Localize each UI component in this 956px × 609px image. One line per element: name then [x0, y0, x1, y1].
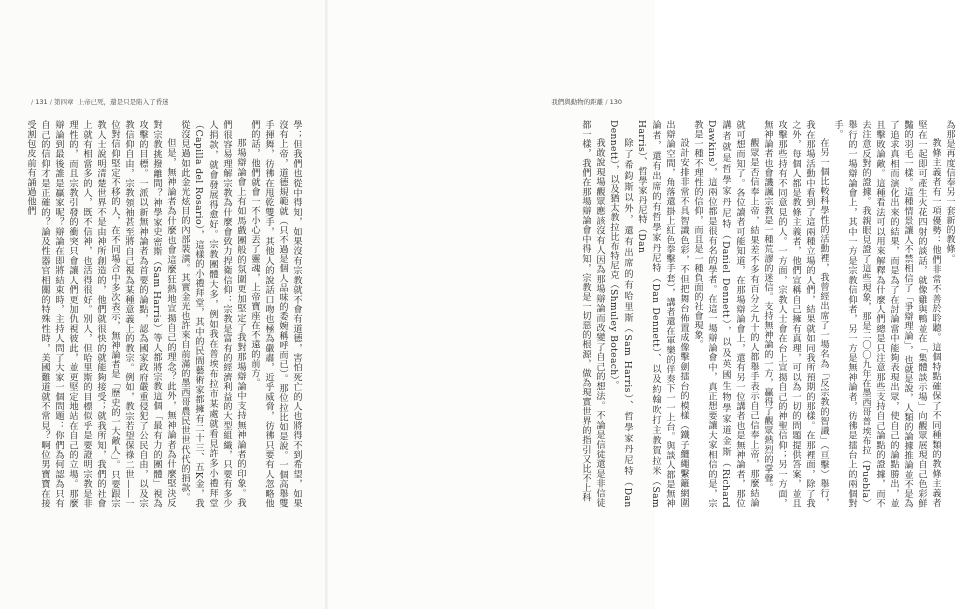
right-page-header — [551, 97, 622, 106]
paragraph: 教條主義者有一項優勢：他們非常不善於聆聽。這個特點確保了不同種類的教條主義者堅在一起即可產生火花四射的談話，就像雞與鴨並在「集體談示場」向觀眾展現自己色彩鮮豔的羽毛一樣。這種情景讓人不禁相信了「爭辯理論」，也就是說，人類的論據推論並不是為了追求真相而演化出來的結果，而是為了在討論當中能夠表現出眾，使自己的論點勝出，並且擊敗論敵。這種看法可以用來解釋為什麼人們總是只注意那些支持自己論點的證據，而不去注意反對的證據。我親眼見證了這些現象，那是二〇〇九年在墨西哥普埃布拉（Puebla）舉行的一場辯論會上，其中一方是宗教信仰者，另一方是無神論者，彷彿是擂台上的兩個對手。 — [832, 120, 941, 508]
paragraph: 在另一個比較科學性的活動裡，我曾經出席了一場名為「反宗教的智識」（亘擊）舉行，我在那場活動中看到了這兩種立場的人們，結果就如同我所預期的那樣。在那裡面，除了我之外，每個人都是教條主義者，他們宣稱自己擁有真理，可以為一切的問題提供答案，並且攻擊那些持有不同意見的人。一方面，宗教人士會在台上宣揚自己的神聖信仰；另一方面，無神論者也會譏諷宗教是一種荒謬的迷信。支持無神論的一方，贏得了觀眾熱烈的掌聲。 — [762, 120, 829, 508]
left-page-header — [31, 97, 169, 106]
right-page — [328, 0, 955, 609]
left-page — [0, 0, 327, 609]
paragraph: 那場辯論會上有如馬戲團般的氛圍更加堅定了我對那場辯論中支持無神論者的印象。我們很容易理解宗教為什麼會致力捍衛信仰：宗教是富有的經濟利益的大型組織，只要有多少人捐款，就會發展得愈好。宗教團體大多，例如我在普埃布拉市某處就看見許多小禮拜堂（Capilla del Rosario），這樣的小禮拜堂，其中的民間藝術家都擁有二十三、五K金，我從沒見過如此金光炫目的內部裝潢。其實金光也許來自前滿的墨西哥農民世世代代的捐款。 — [179, 120, 246, 508]
paragraph: 但是，無神論者為什麼也會這麼狂熱地宣揚自己的理念？此外，無神論者為什麼堅決反對宗教挑撥離間？神學家史密斯（Sam Harris）等人都將宗教這個「最有力的團體」視為攻擊的目標。一派以新無神論者為首要的論點，認為國家政府嚴重侵犯了公民自由，以及宗教信仰自由，宗教領袖甚至將自己視為某種意義上的教宗。例如，教宗若望保祿二世——一位對信仰堅定不移的人，在不同場合中多次表示，無神論者是「歷史的一大敵人」。只要跟宗教人士說明清楚世界不是由神所創造的，他們就很快的就能夠接受；就我所知，我們的社會上就有相當多的人，既不信神，也活得很好。別人，但哈里斯的目標似乎是要證明宗教是非理性的，而且宗教引發的衝突只會讓人們更加仇視彼此，並更堅定地站在自己的立場。那麼辯論到最後誰是贏家呢？辯論在即將結束時，主持人問了大家一個問題：你們為何認為只有自己的信仰才是正確的？論及性器官相關的特殊性時，美國難道就不常見？啊位男寶寶在接受割包皮前有誦過他們 — [25, 120, 176, 508]
chapter-label: 第四章 — [54, 98, 74, 106]
paragraph: 觀眾是否信奉上帝，結果差不多有百分之九十的人都舉手表示自己信奉上帝，那麼結論就可想而知了。各位讀者可能知道，在那場辯論會上，還有另一位講者也是無神論者，那位講者就是哲學家丹尼特（Daniel Dennett），以及英國生物學家道金斯（Richard Dawkins），這兩位都是很有名的學者。在這一場辯論會中，真正想要讓大家相信的是，宗教是一種不理性的信仰，而且是一種負面的社會現象。 — [692, 120, 759, 508]
right-page-body — [580, 120, 956, 508]
header-slash: / — [31, 98, 36, 106]
left-page-body — [25, 120, 303, 508]
paragraph: 設計安排非常不具智識色彩，不但把舞台佈置成像擊劍擂台的模樣（鐵子纜繩繫籬網圍出辯論空間，角落還掛上紅色拳擊手套），講者還在軍樂的伴奏下一一上台。與談人都是無神論者，還有出席的有哲學家丹尼特（Dan Dennett）、以及約翰吹打主教賀拉米（Sam Harris）、哲學家丹尼特（Dan — [636, 120, 689, 508]
paragraph: 學；但我們也從中得知，如果沒有宗教就不會有道德，害怕死亡的人也將得不到希望，如果沒有上帝，道德規範就（只不過是個人品味的委婉稱呼而已）。那位拉比如是說。一個高舉雙手揮舞，彷彿在甩乾雙手，其他人的說話口吻也極為嚴肅，近乎威脅，彷彿只要有人忽略他們的話，他們就會一不小心丟了靈魂，上帝寶座在不遠的前方。 — [249, 120, 302, 508]
header-slash: / — [47, 98, 55, 106]
paragraph: 為那是再度信奉另一套新的教條。 — [944, 120, 955, 264]
paragraph: 除了希鈞斯以外，還有出席的有哈里斯（Sam Harris）、哲學家丹尼特（Dan Dennett），以及猶太教拉比布特尼克（Shmuley Boteach）。 — [608, 120, 633, 508]
chapter-title: 上帝已死，還是只是陷入了昏迷 — [77, 98, 169, 106]
book-title: 我們與動物的距離 — [551, 98, 604, 106]
paragraph: 我敢說現場觀眾應該沒有人因為那場辯論而改變了自己的想法。不論是信徒還是非信徒都一樣，我們在那場辯論會中得知，宗教是一切惡的根源，做為現實世界的指引又比不上科 — [580, 120, 605, 508]
header-slash: / — [603, 98, 610, 106]
right-page-number: 130 — [609, 98, 622, 106]
left-page-number: 131 — [35, 98, 48, 106]
